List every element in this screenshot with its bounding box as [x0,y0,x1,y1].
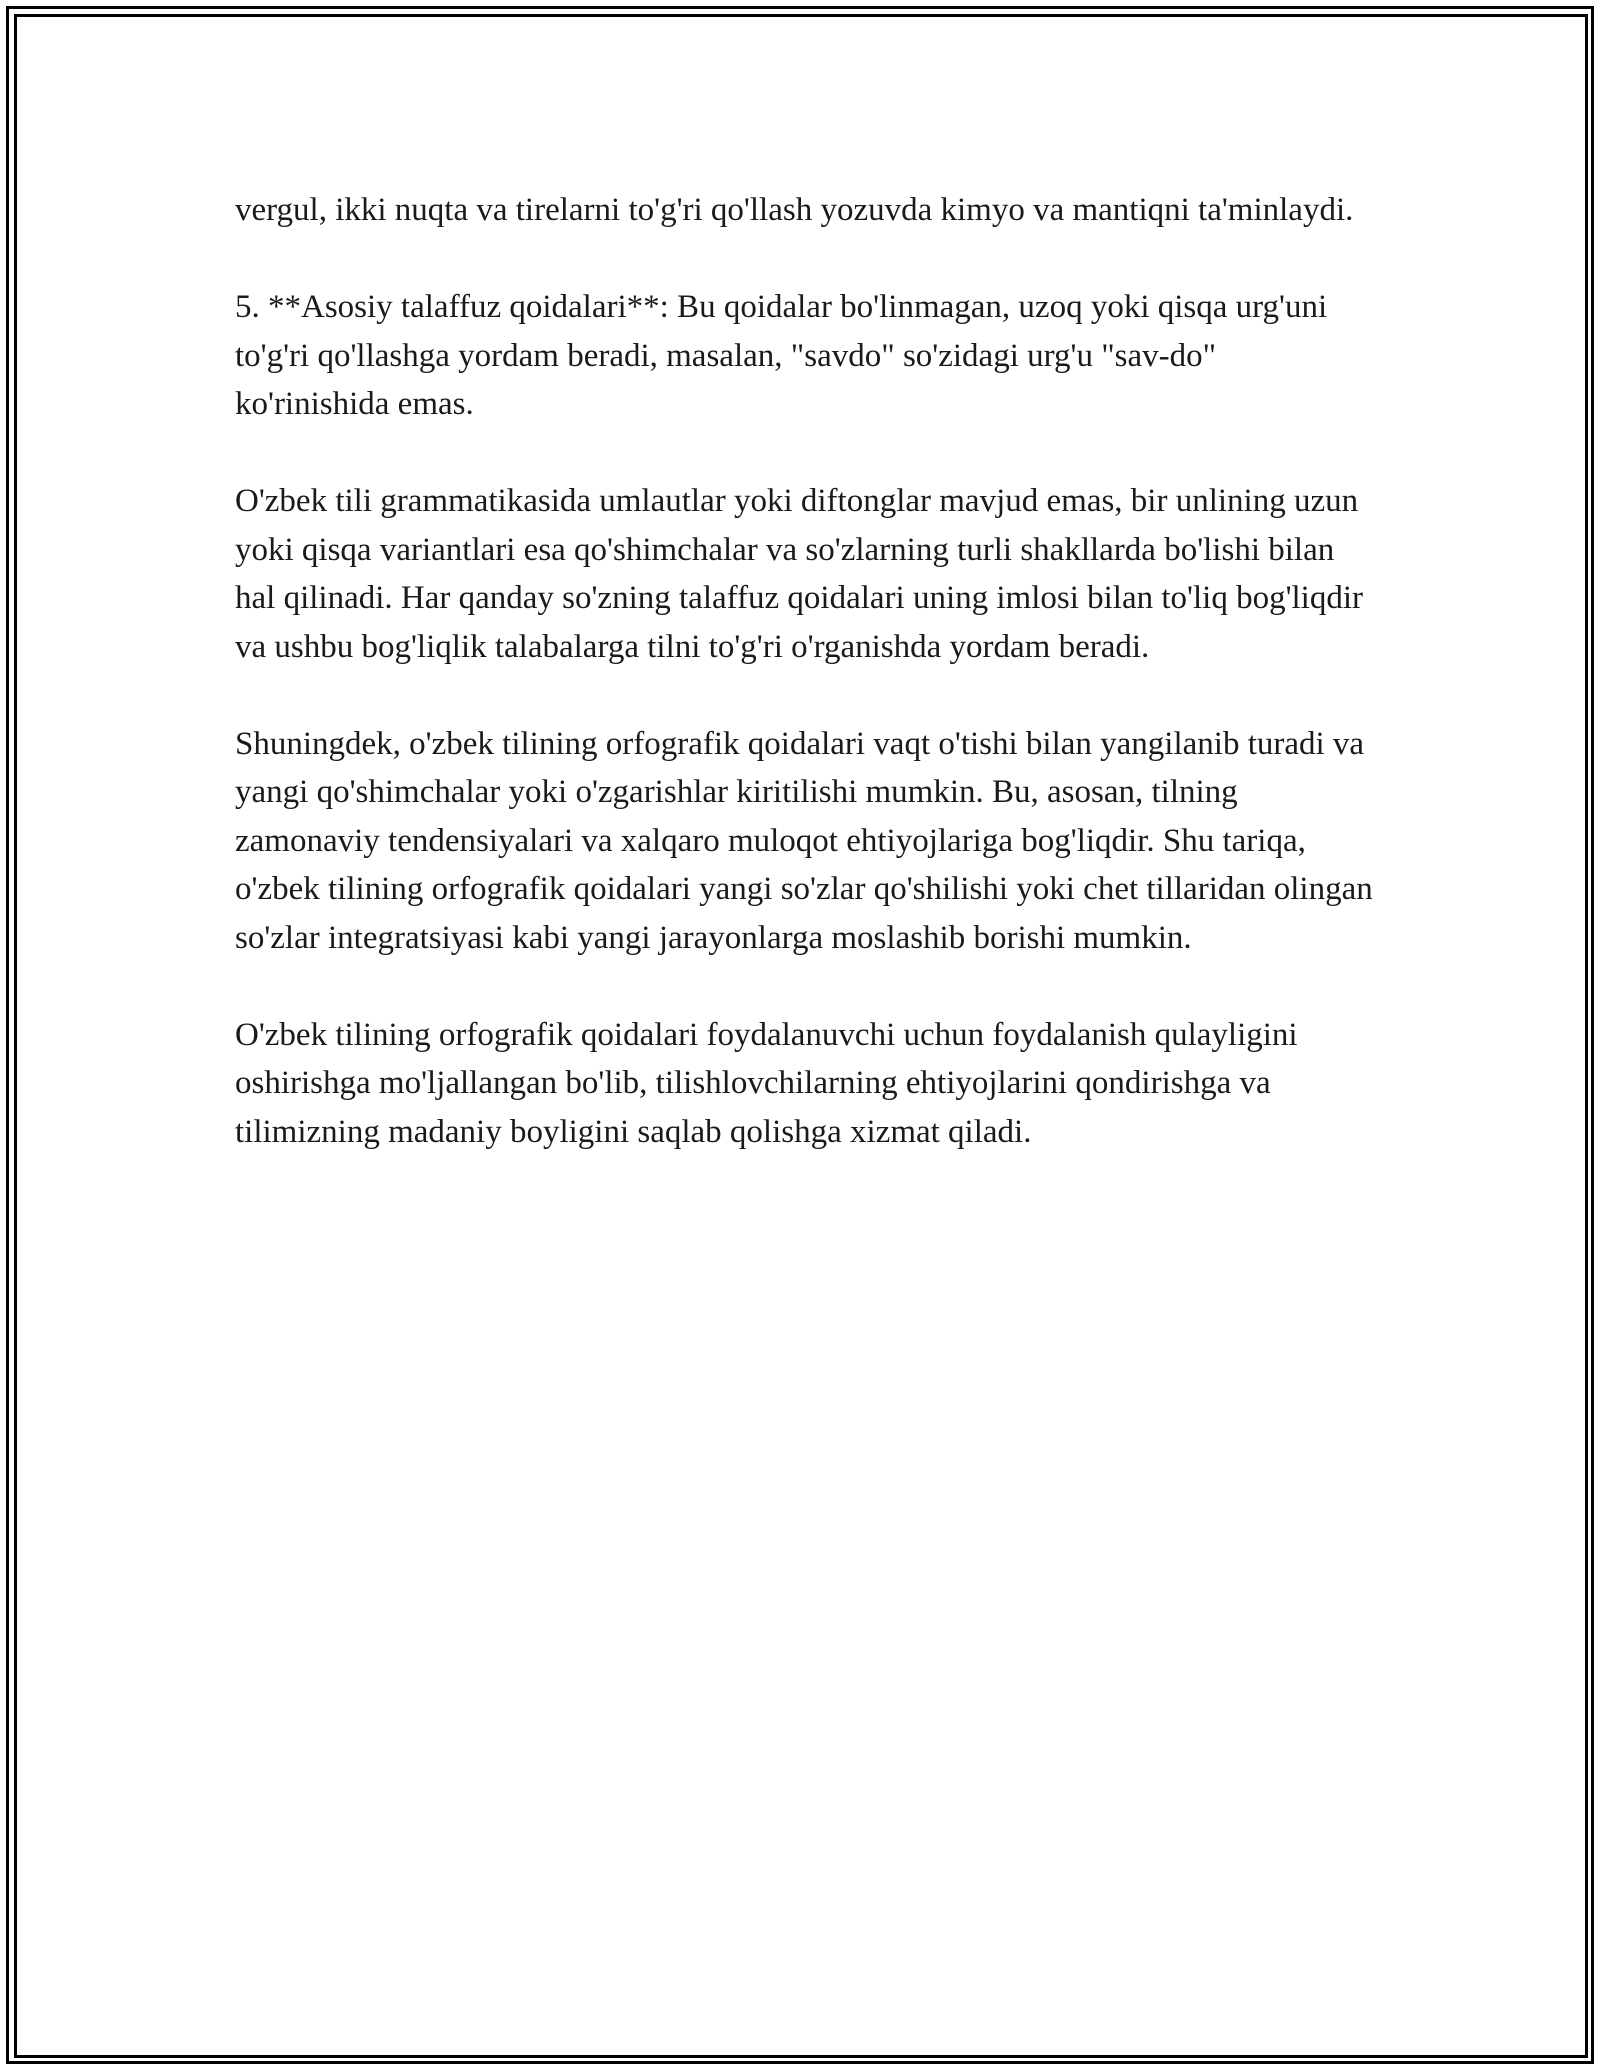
paragraph-pronunciation-rules: 5. **Asosiy talaffuz qoidalari**: Bu qoidalar bo'linmagan, uzoq yoki qisqa urg'uni to'g'ri qo'llashga yordam beradi, masalan, "savdo" so'zidagi urg'u "sav-do" ko'rinishida emas. [235,289,1328,422]
paragraph-conclusion: O'zbek tilining orfografik qoidalari foydalanuvchi uchun foydalanish qulayligini oshirishga mo'ljallangan bo'lib, tilishlovchilarning ehtiyojlarini qondirishga va tilimizning madaniy boyligini saqlab qolishga xizmat qiladi. [235,1016,1298,1150]
document-body [235,186,1375,1205]
paragraph-grammar: O'zbek tili grammatikasida umlautlar yoki diftonglar mavjud emas, bir unlining uzun yoki qisqa variantlari esa qo'shimchalar va so'zlarning turli shakllarda bo'lishi bilan hal qilinadi. Har qanday so'zning talaffuz qoidalari uning imlosi bilan to'liq bog'liqdir va ushbu bog'liqlik talabalarga tilni to'g'ri o'rganishda yordam beradi. [235,483,1364,665]
paragraph-punctuation: vergul, ikki nuqta va tirelarni to'g'ri qo'llash yozuvda kimyo va mantiqni ta'minlaydi. [235,192,1354,228]
paragraph-orthography-updates: Shuningdek, o'zbek tilining orfografik qoidalari vaqt o'tishi bilan yangilanib turadi va yangi qo'shimchalar yoki o'zgarishlar kiritilishi mumkin. Bu, asosan, tilning zamonaviy tendensiyalari va xalqaro muloqot ehtiyojlariga bog'liqdir. Shu tariqa, o'zbek tilining orfografik qoidalari yangi so'zlar qo'shilishi yoki chet tillaridan olingan so'zlar integratsiyasi kabi yangi jarayonlarga moslashib borishi mumkin. [235,725,1373,956]
